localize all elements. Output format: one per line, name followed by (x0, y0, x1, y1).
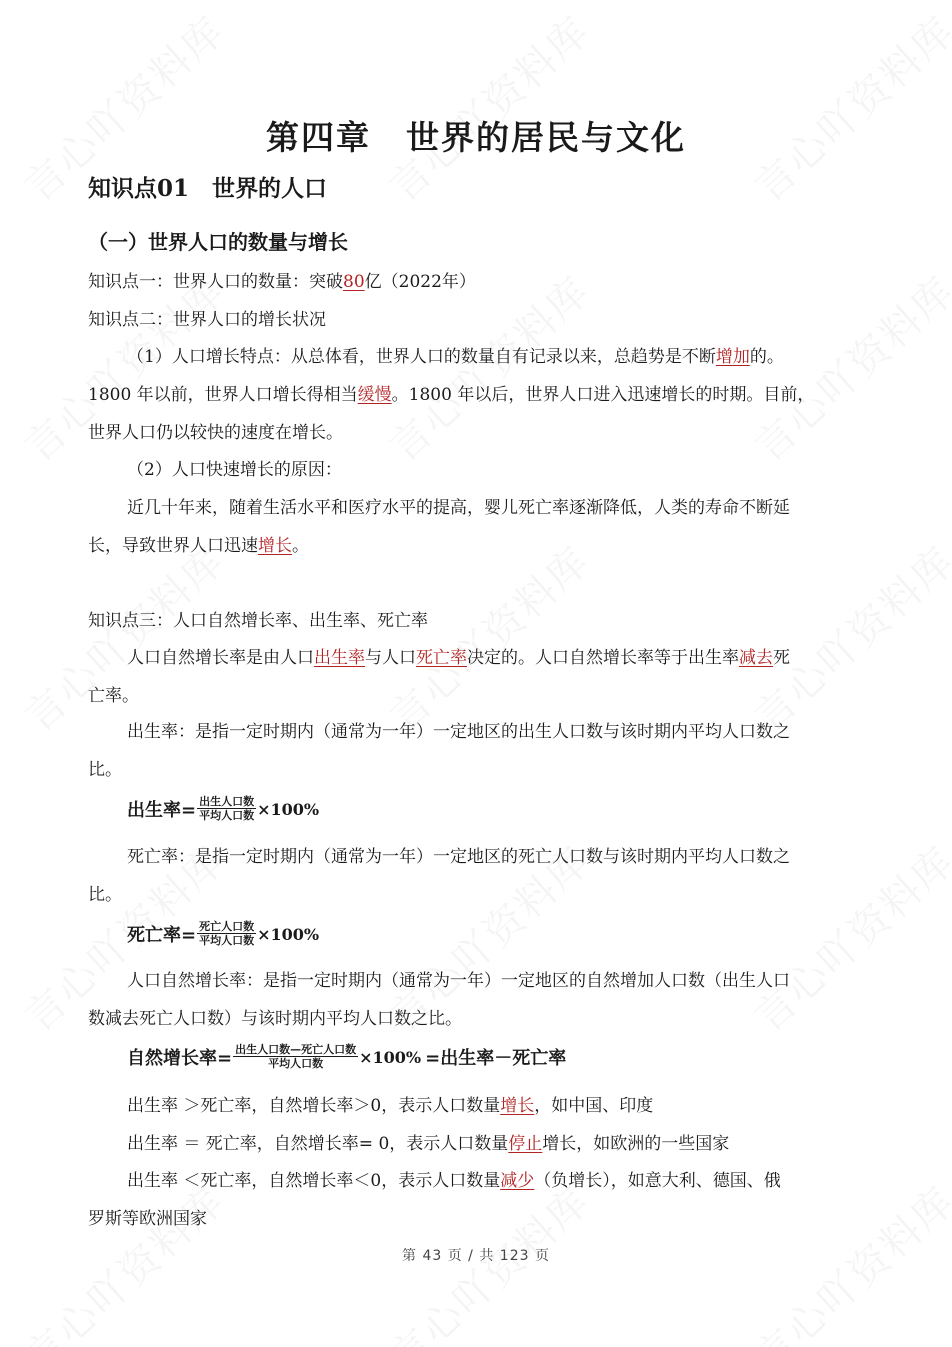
birth-rate-definition: 出生率：是指一定时期内（通常为一年）一定地区的出生人口数与该时期内平均人口数之 (127, 722, 790, 742)
subsection-title: （一）世界人口的数量与增长 (88, 230, 348, 254)
death-rate-definition: 死亡率：是指一定时期内（通常为一年）一定地区的死亡人口数与该时期内平均人口数之 (127, 847, 790, 867)
kp2-p2-line2 (88, 534, 309, 558)
case-stable (127, 1132, 729, 1156)
highlight-term: 出生率 (314, 648, 365, 668)
highlight-term: 减去 (739, 648, 773, 668)
fraction (233, 1043, 358, 1071)
case-growth (127, 1094, 653, 1118)
highlight-term: 增加 (715, 347, 750, 367)
death-rate-formula (127, 920, 319, 948)
text: （1）人口增长特点：从总体看，世界人口的数量自有记录以来，总趋势是不断 (127, 347, 716, 367)
kp3-intro-line1 (127, 646, 790, 670)
kp1-line (88, 270, 476, 294)
natural-growth-definition: 人口自然增长率：是指一定时期内（通常为一年）一定地区的自然增加人口数（出生人口 (127, 971, 790, 991)
case-decline (127, 1169, 781, 1193)
kp2-title: 知识点二：世界人口的增长状况 (88, 310, 326, 330)
fraction-numerator: 死亡人口数 (199, 920, 255, 933)
section-title: 知识点01 世界的人口 (88, 175, 328, 202)
fraction (197, 920, 256, 948)
kp2-p1-line2 (88, 383, 814, 407)
kp3-title: 知识点三：人口自然增长率、出生率、死亡率 (88, 611, 428, 631)
highlight-term: 缓慢 (357, 385, 392, 405)
kp1-highlight: 80 (343, 272, 365, 292)
text: 出生率 ＜死亡率，自然增长率＜0，表示人口数量 (127, 1171, 501, 1191)
highlight-term: 停止 (508, 1134, 543, 1154)
text: 死 (773, 648, 790, 668)
text: 人口自然增长率是由人口 (127, 648, 314, 668)
kp2-p1-line1 (127, 345, 784, 369)
formula-lhs: 出生率= (127, 800, 197, 821)
fraction-denominator: 平均人口数 (268, 1057, 324, 1070)
natural-growth-formula (127, 1043, 566, 1071)
birth-rate-formula (127, 795, 319, 823)
page-number: 第 43 页 / 共 123 页 (402, 1248, 550, 1264)
formula-multiplier: ×100% (359, 1047, 422, 1067)
kp2-p2-title: （2）人口快速增长的原因： (127, 460, 342, 480)
fraction-numerator: 出生人口数—死亡人口数 (235, 1043, 357, 1056)
kp2-p1-line3: 世界人口仍以较快的速度在增长。 (88, 423, 343, 443)
highlight-term: 增长 (500, 1096, 535, 1116)
birth-rate-definition-end: 比。 (88, 760, 122, 780)
text: 。1800 年以后，世界人口进入迅速增长的时期。目前， (391, 385, 815, 405)
text: 与人口 (365, 648, 416, 668)
text: 出生率 ＝ 死亡率，自然增长率= 0，表示人口数量 (127, 1134, 509, 1154)
text: 。 (292, 536, 309, 556)
highlight-term: 死亡率 (416, 648, 467, 668)
kp1-suffix: 亿（2022年） (364, 272, 476, 292)
formula-rhs: =出生率－死亡率 (425, 1048, 567, 1069)
chapter-title: 第四章 世界的居民与文化 (266, 118, 686, 157)
case-decline-end: 罗斯等欧洲国家 (88, 1209, 207, 1229)
text: （负增长），如意大利、德国、俄 (534, 1171, 781, 1191)
death-rate-definition-end: 比。 (88, 885, 122, 905)
fraction (197, 795, 256, 823)
text: 的。 (749, 347, 784, 367)
natural-growth-definition-end: 数减去死亡人口数）与该时期内平均人口数之比。 (88, 1009, 462, 1029)
formula-multiplier: ×100% (257, 924, 320, 944)
kp2-p2-line1: 近几十年来，随着生活水平和医疗水平的提高，婴儿死亡率逐渐降低，人类的寿命不断延 (127, 498, 790, 518)
highlight-term: 增长 (258, 536, 292, 556)
fraction-numerator: 出生人口数 (199, 795, 255, 808)
fraction-denominator: 平均人口数 (199, 934, 255, 947)
kp1-prefix: 知识点一：世界人口的数量：突破 (88, 272, 343, 292)
formula-lhs: 死亡率= (127, 925, 197, 946)
kp3-intro-line2: 亡率。 (88, 686, 139, 706)
text: 1800 年以前，世界人口增长得相当 (88, 385, 358, 405)
text: 出生率 ＞死亡率，自然增长率＞0，表示人口数量 (127, 1096, 501, 1116)
formula-lhs: 自然增长率= (127, 1048, 233, 1069)
highlight-term: 减少 (500, 1171, 535, 1191)
text: 决定的。人口自然增长率等于出生率 (467, 648, 739, 668)
text: 增长，如欧洲的一些国家 (542, 1134, 730, 1154)
text: 长，导致世界人口迅速 (88, 536, 258, 556)
formula-multiplier: ×100% (257, 799, 320, 819)
text: ，如中国、印度 (534, 1096, 654, 1116)
fraction-denominator: 平均人口数 (199, 809, 255, 822)
